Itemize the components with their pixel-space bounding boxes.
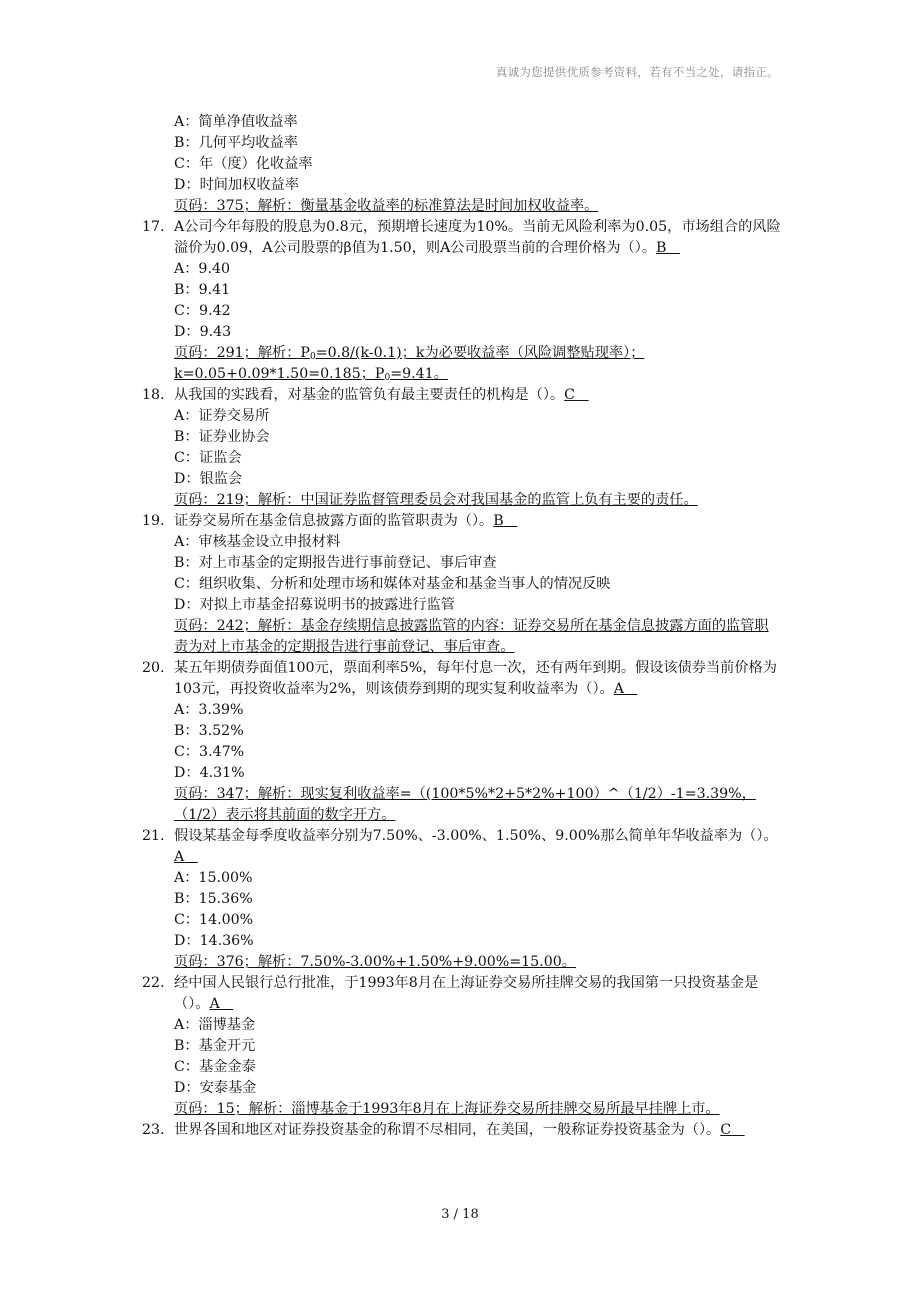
- q22-option-c: C：基金金泰: [174, 1059, 256, 1075]
- q20-explanation: 页码：347；解析：现实复利收益率=（(100*5%*2+5*2%+100）^（1/2）-1=3.39%，（1/2）表示将其前面的数字开方。: [174, 786, 756, 823]
- q20-option-b: B：3.52%: [174, 723, 244, 739]
- question-number: 22.: [142, 975, 165, 991]
- q21-option-c: C：14.00%: [174, 912, 254, 928]
- answer-key: A: [174, 849, 185, 865]
- q17-option-d: D：9.43: [174, 324, 232, 340]
- q16-option-a: A：简单净值收益率: [174, 114, 298, 130]
- page-number: 3 / 18: [441, 1207, 479, 1222]
- answer-key: B: [656, 240, 667, 256]
- q18-option-b: B：证券业协会: [174, 429, 270, 445]
- q17-explanation-line-2: k=0.05+0.09*1.50=0.185；$P_0=9.41$。: [174, 366, 448, 383]
- q18-option-a: A：证券交易所: [174, 408, 270, 424]
- question-number: 18.: [142, 387, 165, 403]
- question-stem: 证券交易所在基金信息披露方面的监管职责为（）。B: [174, 513, 504, 529]
- answer-key: A: [613, 681, 624, 697]
- q21-option-a: A：15.00%: [174, 870, 253, 886]
- q19-option-c: C：组织收集、分析和处理市场和媒体对基金和基金当事人的情况反映: [174, 576, 611, 592]
- question-stem: 假设某基金每季度收益率分别为7.50%、-3.00%、1.50%、9.00%那么简单年华收益率为（）。A: [174, 828, 778, 865]
- q22-option-b: B：基金开元: [174, 1038, 256, 1054]
- q17-option-c: C：9.42: [174, 303, 231, 319]
- q19-option-a: A：审核基金设立申报材料: [174, 534, 341, 550]
- question-stem: A公司今年每股的股息为0.8元，预期增长速度为10%。当前无风险利率为0.05，市场组合的风险溢价为0.09，A公司股票的β值为1.50，则A公司股票当前的合理价格为（）。B: [174, 219, 781, 256]
- answer-key: C: [720, 1122, 732, 1138]
- q18-option-d: D：银监会: [174, 471, 243, 487]
- question-number: 21.: [142, 828, 165, 844]
- q19-option-b: B：对上市基金的定期报告进行事前登记、事后审查: [174, 555, 497, 571]
- q16-option-d: D：时间加权收益率: [174, 177, 299, 193]
- q22-explanation: 页码：15；解析：淄博基金于1993年8月在上海证券交易所挂牌交易所最早挂牌上市。: [174, 1101, 720, 1117]
- question-20: [142, 658, 782, 826]
- q20-option-d: D：4.31%: [174, 765, 245, 781]
- question-stem: 某五年期债券面值100元，票面利率5%，每年付息一次，还有两年到期。假设该债券当前价格为103元，再投资收益率为2%，则该债券到期的现实复利收益率为（）。A: [174, 660, 777, 697]
- q22-option-d: D：安泰基金: [174, 1080, 257, 1096]
- q18-option-c: C：证监会: [174, 450, 242, 466]
- q20-option-a: A：3.39%: [174, 702, 244, 718]
- q19-option-d: D：对拟上市基金招募说明书的披露进行监管: [174, 597, 455, 613]
- q16-explanation: 页码：375；解析：衡量基金收益率的标准算法是时间加权收益率。: [174, 198, 599, 214]
- question-18: [142, 385, 782, 511]
- page-header-note: 真诚为您提供优质参考资料，若有不当之处，请指正。: [495, 65, 779, 79]
- answer-key: B: [493, 513, 504, 529]
- answer-key: A: [209, 996, 220, 1012]
- q21-option-b: B：15.36%: [174, 891, 253, 907]
- question-number: 23.: [142, 1122, 165, 1138]
- q18-explanation: 页码：219；解析：中国证券监督管理委员会对我国基金的监管上负有主要的责任。: [174, 492, 698, 508]
- question-stem: 世界各国和地区对证券投资基金的称谓不尽相同，在美国，一般称证券投资基金为（）。C: [174, 1122, 732, 1138]
- question-stem: 经中国人民银行总行批准，于1993年8月在上海证券交易所挂牌交易的我国第一只投资基金是（）。A: [174, 975, 759, 1012]
- q21-explanation: 页码：376；解析：7.50%-3.00%+1.50%+9.00%=15.00。: [174, 954, 576, 970]
- q16-option-b: B：几何平均收益率: [174, 135, 298, 151]
- question-number: 20.: [142, 660, 165, 676]
- question-22: [142, 973, 782, 1120]
- question-23: [142, 1120, 782, 1141]
- question-21: [142, 826, 782, 973]
- q16-options: [142, 112, 782, 217]
- q16-option-c: C：年（度）化收益率: [174, 156, 313, 172]
- q17-option-a: A：9.40: [174, 261, 231, 277]
- document-body: [142, 112, 782, 1141]
- question-19: [142, 511, 782, 658]
- q17-explanation-line-1: 页码：291；解析：$P_0=0.8/(k-0.1)$；k为必要收益率（风险调整贴现率）；: [174, 345, 645, 362]
- answer-key: C: [564, 387, 576, 403]
- q17-option-b: B：9.41: [174, 282, 231, 298]
- question-number: 17.: [142, 219, 165, 235]
- question-number: 19.: [142, 513, 165, 529]
- question-stem: 从我国的实践看，对基金的监管负有最主要责任的机构是（）。C: [174, 387, 576, 403]
- q19-explanation: 页码：242；解析：基金存续期信息披露监管的内容：证券交易所在基金信息披露方面的监管职责为对上市基金的定期报告进行事前登记、事后审查。: [174, 618, 769, 655]
- question-17: [142, 217, 782, 385]
- q22-option-a: A：淄博基金: [174, 1017, 256, 1033]
- q21-option-d: D：14.36%: [174, 933, 254, 949]
- q20-option-c: C：3.47%: [174, 744, 245, 760]
